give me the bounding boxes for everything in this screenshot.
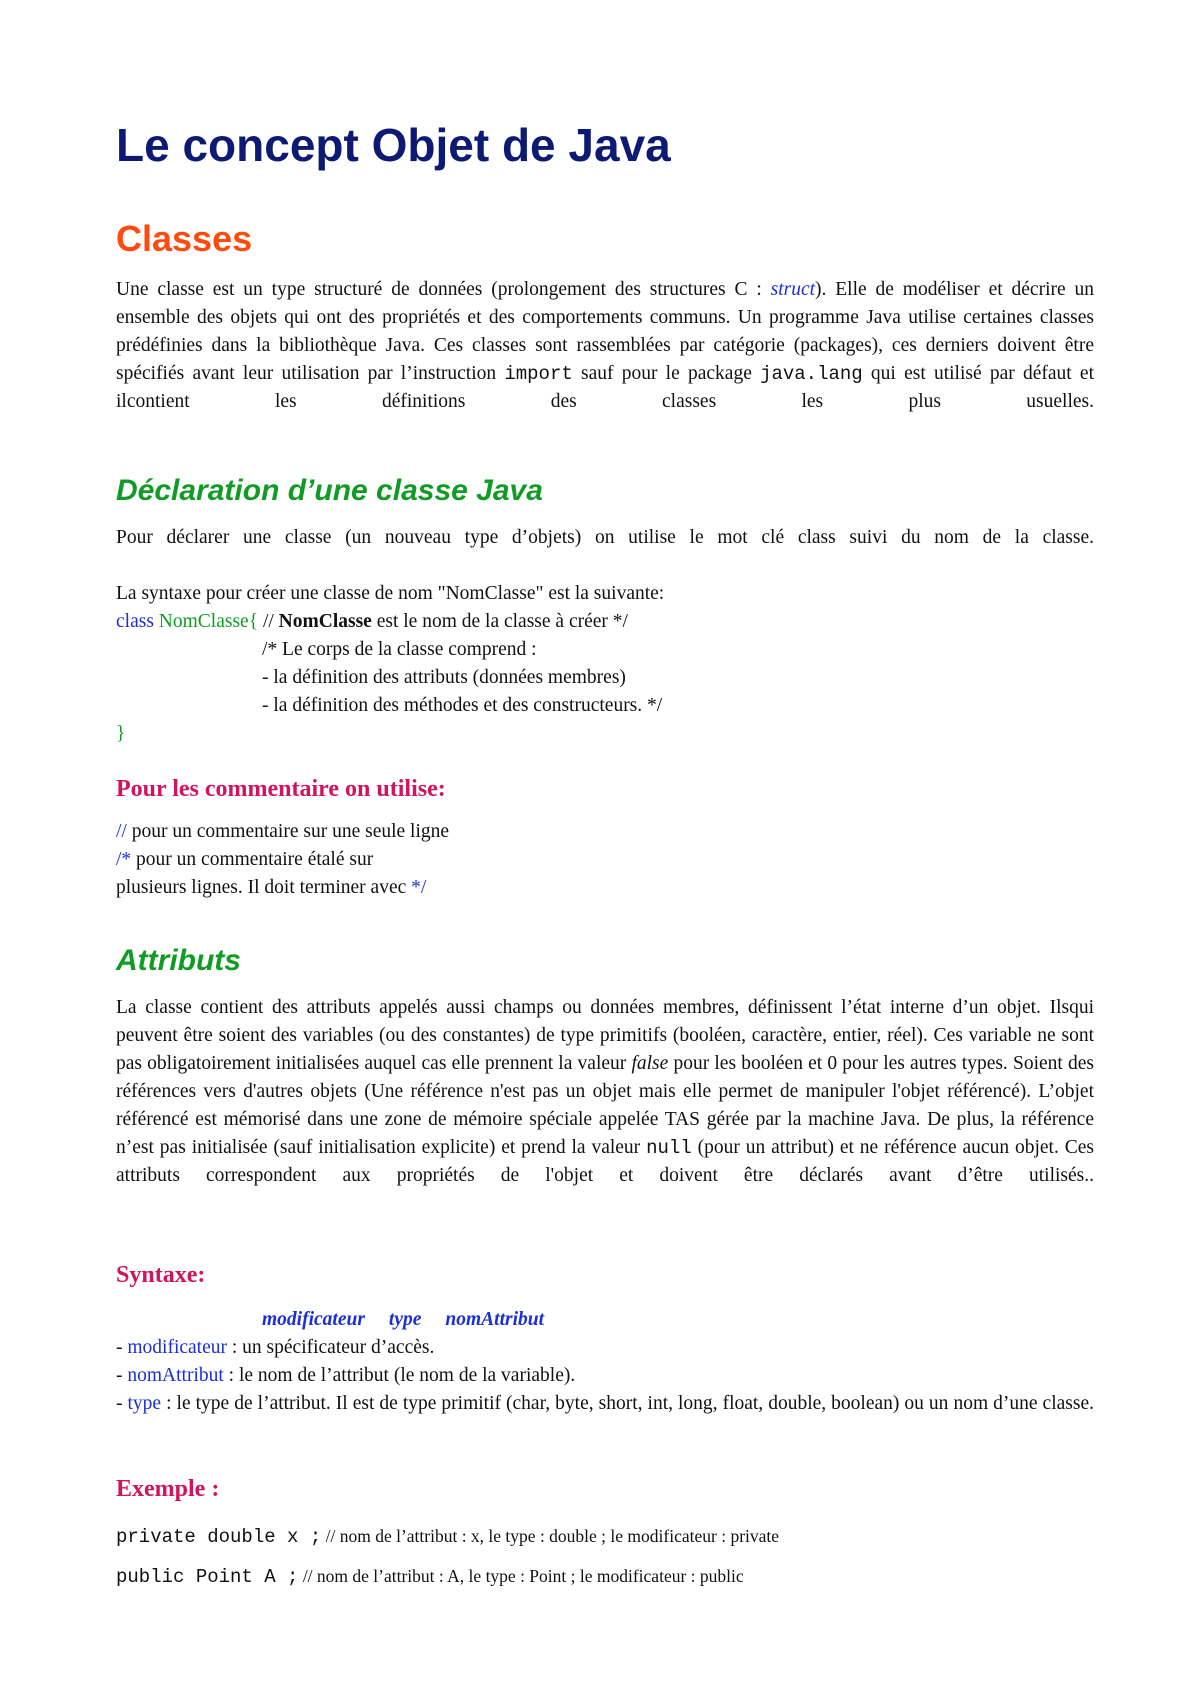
close-brace: } bbox=[116, 723, 126, 744]
example-line-1 bbox=[116, 1522, 779, 1551]
section-heading-comments: Pour les commentaire on utilise: bbox=[116, 776, 446, 802]
comment-line-single bbox=[116, 818, 449, 846]
section-heading-attributs: Attributs bbox=[116, 944, 241, 977]
syntax-pattern bbox=[262, 1306, 544, 1334]
null-keyword: null bbox=[646, 1137, 692, 1159]
multi-line-comment-close: */ bbox=[411, 877, 427, 898]
example-code-1: private double x ; bbox=[116, 1526, 322, 1548]
single-line-comment-symbol: // bbox=[116, 821, 127, 842]
class-name: NomClasse bbox=[158, 611, 249, 632]
open-brace: { bbox=[248, 611, 259, 632]
syntax-def-type bbox=[116, 1390, 1094, 1418]
section-heading-exemple: Exemple : bbox=[116, 1476, 220, 1502]
text-run: qui est utilisé par défaut et ilcontient les définitions des classes les plus usuelles. bbox=[116, 363, 1094, 412]
example-line-2 bbox=[116, 1562, 744, 1591]
term-nom-attribut: nomAttribut bbox=[127, 1365, 224, 1386]
struct-keyword: struct bbox=[770, 279, 816, 300]
text-run: (pour un attribut) et ne référence aucun objet. Ces attributs correspondent aux propriétés de l'objet et doivent être déclarés avant d’être utilisés.. bbox=[116, 1137, 1094, 1186]
class-body-comment-3: - la définition des méthodes et des constructeurs. */ bbox=[262, 695, 663, 716]
declaration-paragraph: Pour déclarer une classe (un nouveau type d’objets) on utilise le mot clé class suivi du nom de la classe. bbox=[116, 527, 1094, 548]
text-run: plusieurs lignes. Il doit terminer avec bbox=[116, 877, 412, 898]
comment-marker: // bbox=[258, 611, 274, 632]
text-run: pour les booléen et 0 pour les autres types. Soient des références vers d'autres objets (Une référence n'est pas un objet mais elle permet de manipuler l'objet référencé). L’objet référencé est mémorisé dans une zone de mémoire spéciale appelée TAS gérée par la machine Java. De plus, la référence n’est pas initialisée (sauf initialisation explicite) et prend la valeur bbox=[116, 1053, 1094, 1158]
java-lang-package: java.lang bbox=[760, 363, 863, 385]
text-run: sauf pour le package bbox=[572, 363, 761, 384]
text-run: : le type de l’attribut. Il est de type primitif (char, byte, short, int, long, float, double, boolean) ou un nom d’une classe. bbox=[161, 1393, 1094, 1414]
syntax-intro: La syntaxe pour créer une classe de nom "NomClasse" est la suivante: bbox=[116, 583, 665, 604]
class-body-comment-1: /* Le corps de la classe comprend : bbox=[262, 639, 537, 660]
comment-line-multi bbox=[116, 846, 373, 874]
text-run: : le nom de l’attribut (le nom de la variable). bbox=[223, 1365, 576, 1386]
comment-line-end bbox=[116, 874, 426, 902]
syntax-def-modificateur bbox=[116, 1334, 434, 1362]
attributs-paragraph bbox=[116, 994, 1094, 1190]
class-name-bold: NomClasse bbox=[278, 611, 372, 632]
multi-line-comment-open: /* bbox=[116, 849, 132, 870]
section-heading-syntaxe: Syntaxe: bbox=[116, 1262, 206, 1288]
syntax-type: type bbox=[388, 1309, 422, 1330]
import-keyword: import bbox=[504, 363, 573, 385]
text-run: pour un commentaire étalé sur bbox=[131, 849, 374, 870]
class-body-comment-2: - la définition des attributs (données membres) bbox=[262, 667, 626, 688]
false-keyword: false bbox=[631, 1053, 669, 1074]
syntax-nom-attribut: nomAttribut bbox=[445, 1309, 545, 1330]
dash: - bbox=[116, 1393, 128, 1414]
syntax-def-nom-attribut bbox=[116, 1362, 575, 1390]
example-comment-1: // nom de l’attribut : x, le type : double ; le modificateur : private bbox=[321, 1526, 780, 1546]
syntax-modificateur: modificateur bbox=[262, 1309, 365, 1330]
section-heading-classes: Classes bbox=[116, 218, 253, 259]
term-modificateur: modificateur bbox=[127, 1337, 227, 1358]
comment-text: est le nom de la classe à créer */ bbox=[371, 611, 628, 632]
text-run: Une classe est un type structuré de données (prolongement des structures C : bbox=[116, 279, 771, 300]
text-run: La classe contient des attributs appelés aussi champs ou données membres, définissent l’état interne d’un objet. Ilsqui peuvent être soient des variables (ou des constantes) de type primitifs (booléen, caractère, entier, réel). Ces variable ne sont pas obligatoirement initialisées auquel cas elle prennent la valeur bbox=[116, 997, 1094, 1074]
class-declaration-line bbox=[116, 608, 628, 636]
text-run: ). Elle de modéliser et décrire un ensemble des objets qui ont des propriétés et des comportements communs. Un programme Java utilise certaines classes prédéfinies dans la bibliothèque Java. Ces classes sont rassemblées par catégorie (packages), ces derniers doivent être spécifiés avant leur utilisation par l’instruction bbox=[116, 279, 1094, 384]
term-type: type bbox=[127, 1393, 162, 1414]
example-comment-2: // nom de l’attribut : A, le type : Point ; le modificateur : public bbox=[298, 1566, 744, 1586]
dash: - bbox=[116, 1337, 128, 1358]
classes-paragraph bbox=[116, 276, 1094, 416]
page-title: Le concept Objet de Java bbox=[116, 119, 671, 171]
dash: - bbox=[116, 1365, 128, 1386]
text-run: pour un commentaire sur une seule ligne bbox=[126, 821, 450, 842]
section-heading-declaration: Déclaration d’une classe Java bbox=[116, 474, 543, 507]
example-code-2: public Point A ; bbox=[116, 1566, 299, 1588]
class-keyword: class bbox=[116, 611, 154, 632]
text-run: : un spécificateur d’accès. bbox=[227, 1337, 435, 1358]
